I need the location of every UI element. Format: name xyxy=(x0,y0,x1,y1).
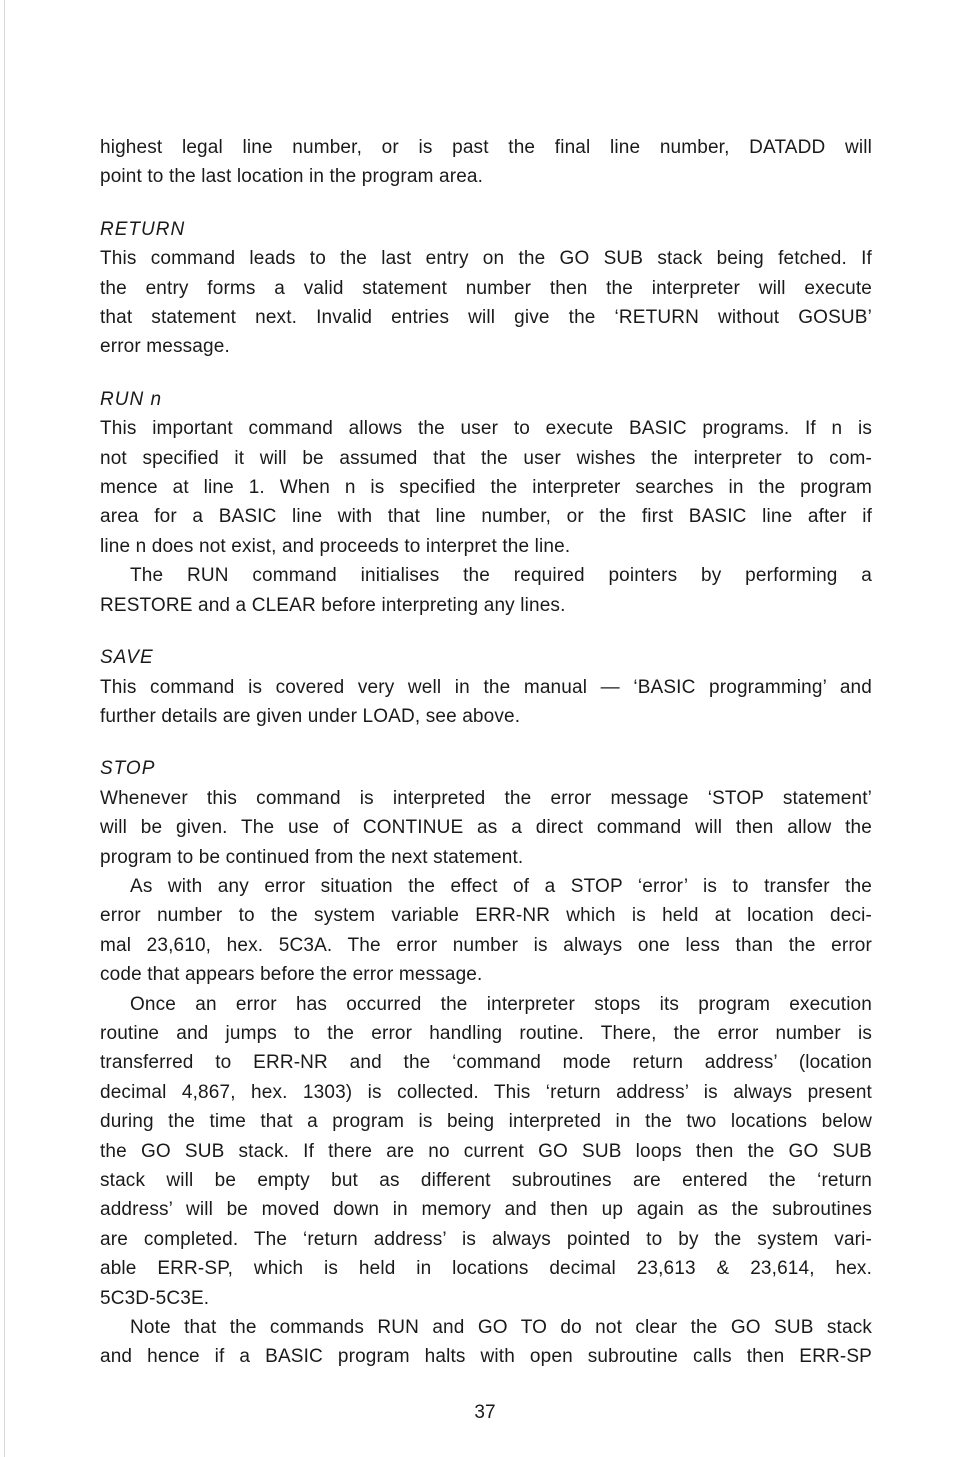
stop-paragraph-2 xyxy=(100,872,872,990)
section-heading-save: SAVE xyxy=(100,647,154,669)
text-line: will be given. The use of CONTINUE as a direct command will then allow the xyxy=(100,817,872,839)
save-paragraph xyxy=(100,673,872,732)
text-line: The RUN command initialises the required pointers by performing a xyxy=(130,565,872,587)
section-heading-stop: STOP xyxy=(100,758,156,780)
text-line: mal 23,610, hex. 5C3A. The error number is always one less than the error xyxy=(100,934,872,956)
stop-paragraph-1 xyxy=(100,784,872,872)
text-line: point to the last location in the program area. xyxy=(100,166,484,188)
text-line: not specified it will be assumed that the user wishes the interpreter to com- xyxy=(100,447,872,469)
text-line: Whenever this command is interpreted the error message ‘STOP statement’ xyxy=(100,787,872,809)
text-line: line n does not exist, and proceeds to interpret the line. xyxy=(100,535,571,557)
text-line: during the time that a program is being interpreted in the two locations below xyxy=(100,1111,872,1133)
text-line: This important command allows the user to execute BASIC programs. If n is xyxy=(100,418,872,440)
intro-paragraph xyxy=(100,133,872,192)
section-heading-run: RUN n xyxy=(100,388,163,410)
text-line: address’ will be moved down in memory and then up again as the subroutines xyxy=(100,1199,872,1221)
text-line: 5C3D-5C3E. xyxy=(100,1287,210,1309)
text-line: the GO SUB stack. If there are no current GO SUB loops then the GO SUB xyxy=(100,1140,872,1162)
page-edge-line xyxy=(4,0,5,1457)
stop-paragraph-4 xyxy=(100,1313,872,1372)
text-line: able ERR-SP, which is held in locations decimal 23,613 & 23,614, hex. xyxy=(100,1258,872,1280)
text-line: transferred to ERR-NR and the ‘command mode return address’ (location xyxy=(100,1052,872,1074)
text-line: further details are given under LOAD, see above. xyxy=(100,705,521,727)
text-line: Once an error has occurred the interpreter stops its program execution xyxy=(130,993,872,1015)
text-line: that statement next. Invalid entries will give the ‘RETURN without GOSUB’ xyxy=(100,307,872,329)
text-line: highest legal line number, or is past the final line number, DATADD will xyxy=(100,137,872,158)
text-line: program to be continued from the next statement. xyxy=(100,846,524,868)
stop-paragraph-3 xyxy=(100,990,872,1313)
text-line: the entry forms a valid statement number then the interpreter will execute xyxy=(100,277,872,299)
text-line: code that appears before the error message. xyxy=(100,964,483,986)
text-line: This command is covered very well in the manual — ‘BASIC programming’ and xyxy=(100,676,872,698)
text-line: decimal 4,867, hex. 1303) is collected. This ‘return address’ is always present xyxy=(100,1081,872,1103)
return-paragraph xyxy=(100,244,872,362)
page-number: 37 xyxy=(474,1402,496,1423)
text-line: mence at line 1. When n is specified the interpreter searches in the program xyxy=(100,477,872,499)
page-body xyxy=(100,133,872,1372)
text-line: RESTORE and a CLEAR before interpreting any lines. xyxy=(100,594,566,616)
text-line: error message. xyxy=(100,336,230,358)
text-line: This command leads to the last entry on the GO SUB stack being fetched. If xyxy=(100,248,872,270)
section-heading-return: RETURN xyxy=(100,218,186,240)
run-paragraph-1 xyxy=(100,414,872,561)
text-line: error number to the system variable ERR-NR which is held at location deci- xyxy=(100,905,872,927)
text-line: and hence if a BASIC program halts with open subroutine calls then ERR-SP xyxy=(100,1346,872,1368)
run-paragraph-2 xyxy=(100,561,872,620)
text-line: Note that the commands RUN and GO TO do not clear the GO SUB stack xyxy=(130,1317,872,1339)
text-line: stack will be empty but as different subroutines are entered the ‘return xyxy=(100,1170,872,1191)
text-line: area for a BASIC line with that line number, or the first BASIC line after if xyxy=(100,506,872,528)
text-line: are completed. The ‘return address’ is always pointed to by the system vari- xyxy=(100,1228,872,1250)
text-line: As with any error situation the effect of a STOP ‘error’ is to transfer the xyxy=(130,875,872,897)
text-line: routine and jumps to the error handling routine. There, the error number is xyxy=(100,1022,872,1044)
